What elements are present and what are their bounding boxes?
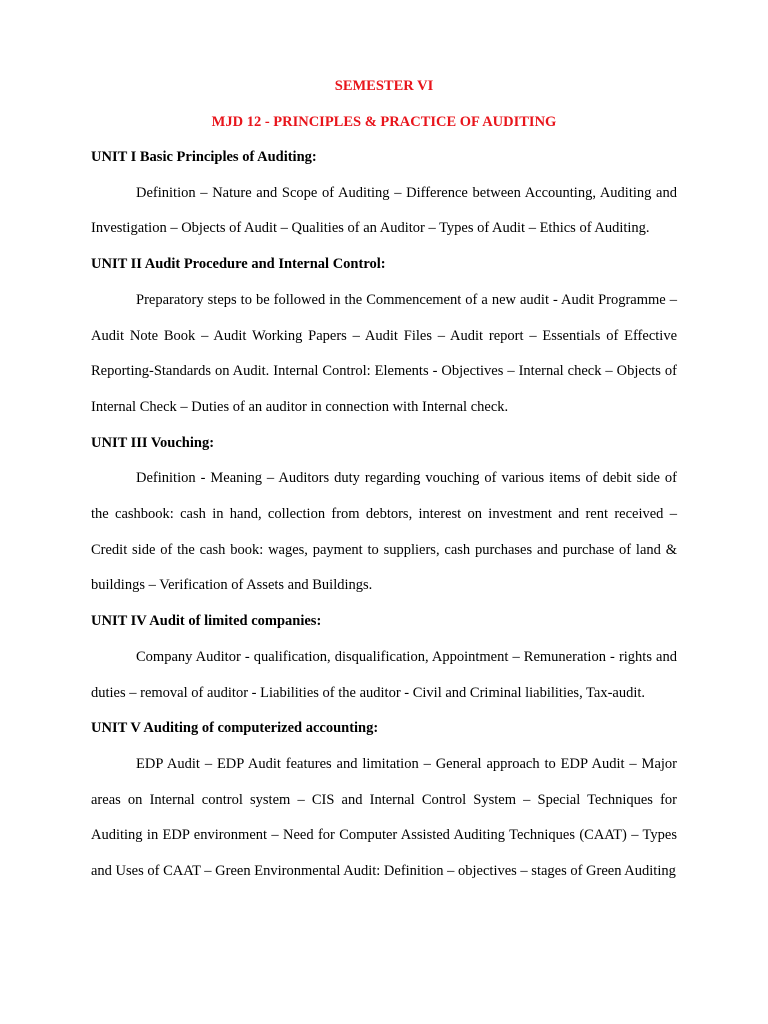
unit-section-1 bbox=[91, 140, 677, 247]
unit-section-3 bbox=[91, 426, 677, 605]
unit-title: UNIT II Audit Procedure and Internal Control: bbox=[91, 256, 386, 273]
unit-section-5 bbox=[91, 711, 677, 890]
unit-body: Definition – Nature and Scope of Auditing – Difference between Accounting, Auditing and Investigation – Objects of Audit – Qualities of an Auditor – Types of Audit – Ethics of Auditing. bbox=[91, 184, 677, 237]
unit-title: UNIT IV Audit of limited companies: bbox=[91, 613, 322, 630]
course-title: MJD 12 - PRINCIPLES & PRACTICE OF AUDITING bbox=[211, 114, 557, 130]
unit-section-4 bbox=[91, 604, 677, 711]
unit-title: UNIT V Auditing of computerized accounting: bbox=[91, 720, 379, 737]
unit-body: Company Auditor - qualification, disqualification, Appointment – Remuneration - rights and duties – removal of auditor - Liabilities of the auditor - Civil and Criminal liabilities, Tax-audit. bbox=[91, 648, 677, 701]
unit-title: UNIT III Vouching: bbox=[91, 434, 215, 451]
unit-body: Definition - Meaning – Auditors duty regarding vouching of various items of debit side of the cashbook: cash in hand, collection from debtors, interest on investment and rent received – Credit side of the cash book: wages, payment to suppliers, cash purchases and purchase of land & buildings – Verification of Assets and Buildings. bbox=[91, 470, 677, 594]
semester-heading: SEMESTER VI bbox=[334, 78, 434, 94]
unit-title: UNIT I Basic Principles of Auditing: bbox=[91, 149, 317, 165]
unit-body: EDP Audit – EDP Audit features and limitation – General approach to EDP Audit – Major areas on Internal control system – CIS and Internal Control System – Special Techniques for Auditing in EDP environment – Need for Computer Assisted Auditing Techniques (CAAT) – Types and Uses of CAAT – Green Environmental Audit: Definition – objectives – stages of Green Auditing bbox=[91, 755, 677, 880]
unit-body: Preparatory steps to be followed in the Commencement of a new audit - Audit Programme – Audit Note Book – Audit Working Papers – Audit Files – Audit report – Essentials of Effective Reporting-Standards on Audit. Internal Control: Elements - Objectives – Internal check – Objects of Internal Check – Duties of an auditor in connection with Internal check. bbox=[91, 291, 677, 415]
unit-section-2 bbox=[91, 247, 677, 426]
